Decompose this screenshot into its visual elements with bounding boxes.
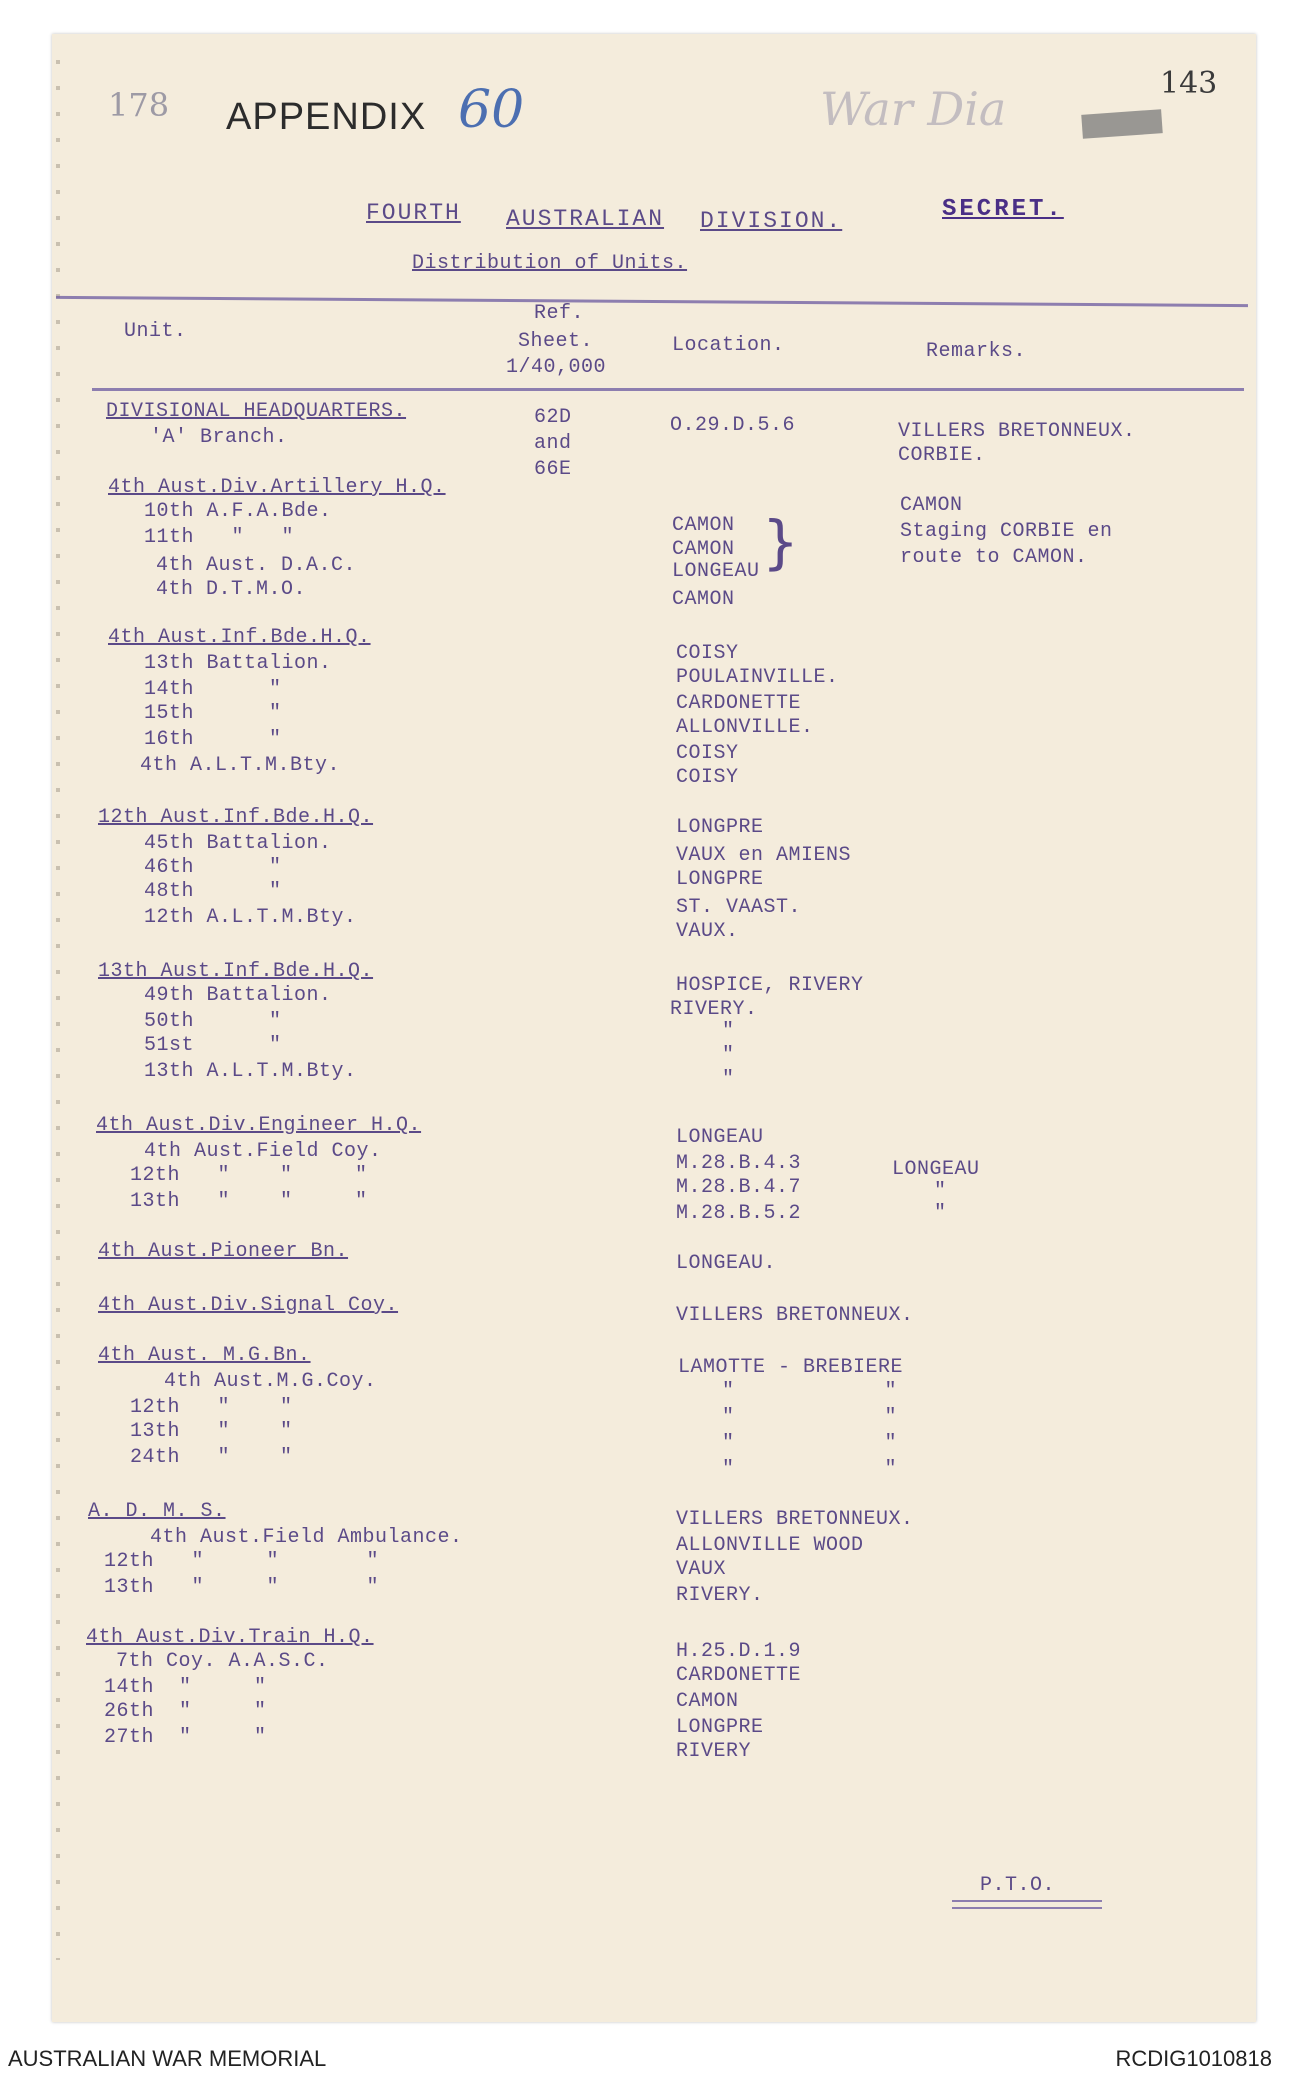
loc-fa-3: VAUX	[676, 1558, 727, 1581]
loc-eng-2: M.28.B.4.3	[676, 1152, 802, 1175]
b4-15: 15th "	[144, 702, 282, 725]
b12-48: 48th "	[144, 880, 282, 903]
loc-mg-2: " "	[722, 1380, 898, 1403]
b4-14: 14th "	[144, 678, 282, 701]
stamp-number: 178	[108, 86, 170, 124]
b12-45: 45th Battalion.	[144, 832, 332, 855]
art-10: 10th A.F.A.Bde.	[144, 500, 332, 523]
col-ref-3: 1/40,000	[506, 356, 607, 379]
loc-train-3: CAMON	[676, 1690, 739, 1713]
rem-eng-1: LONGEAU	[892, 1158, 980, 1181]
fa-13: 13th " " "	[104, 1576, 380, 1599]
rem-a-branch: CORBIE.	[898, 444, 986, 467]
train-14: 14th " "	[104, 1676, 267, 1699]
ref-62d: 62D	[534, 406, 572, 429]
train-26: 26th " "	[104, 1700, 267, 1723]
rem-art-2: Staging CORBIE en	[900, 520, 1113, 543]
loc-b4-1: COISY	[676, 642, 739, 665]
loc-mg-1: LAMOTTE - BREBIERE	[678, 1356, 904, 1379]
rem-art-3: route to CAMON.	[900, 546, 1088, 569]
col-unit: Unit.	[124, 320, 187, 343]
mg-4: 4th Aust.M.G.Coy.	[164, 1370, 377, 1393]
header-rule-bottom	[92, 388, 1244, 391]
loc-b13-3: "	[722, 1020, 735, 1043]
loc-b13-5: "	[722, 1068, 735, 1091]
mg-13: 13th " "	[130, 1420, 293, 1443]
loc-b12-2: VAUX en AMIENS	[676, 844, 852, 867]
train-27: 27th " "	[104, 1726, 267, 1749]
classification-stamp: SECRET.	[942, 196, 1064, 223]
b12-ltm: 12th A.L.T.M.Bty.	[144, 906, 357, 929]
loc-fa-2: ALLONVILLE WOOD	[676, 1534, 864, 1557]
fa-12: 12th " " "	[104, 1550, 380, 1573]
b12-46: 46th "	[144, 856, 282, 879]
loc-art-3: LONGEAU	[672, 560, 760, 583]
b4-16: 16th "	[144, 728, 282, 751]
pto-rule-1	[952, 1900, 1102, 1902]
loc-eng-4: M.28.B.5.2	[676, 1202, 802, 1225]
loc-b13-4: "	[722, 1044, 735, 1067]
loc-train-4: LONGPRE	[676, 1716, 764, 1739]
col-ref-1: Ref.	[534, 302, 585, 325]
loc-mg-3: " "	[722, 1406, 898, 1429]
loc-eng-3: M.28.B.4.7	[676, 1176, 802, 1199]
eng-12: 12th " " "	[130, 1164, 368, 1187]
subtitle: Distribution of Units.	[412, 252, 688, 275]
loc-b12-1: LONGPRE	[676, 816, 764, 839]
b4-hq: 4th Aust.Inf.Bde.H.Q.	[108, 626, 371, 649]
loc-b13-2: RIVERY.	[670, 998, 758, 1021]
train-7: 7th Coy. A.A.S.C.	[116, 1650, 329, 1673]
loc-b4-4: ALLONVILLE.	[676, 716, 814, 739]
rem-eng-3: "	[934, 1202, 947, 1225]
page-number: 143	[1160, 66, 1218, 101]
footer-source: AUSTRALIAN WAR MEMORIAL	[8, 2046, 327, 2071]
col-ref-2: Sheet.	[518, 330, 594, 353]
a-branch: 'A' Branch.	[150, 426, 288, 449]
handwritten-note: War Dia	[820, 82, 1007, 136]
loc-fa-4: RIVERY.	[676, 1584, 764, 1607]
loc-b4-5: COISY	[676, 742, 739, 765]
title-division: DIVISION.	[700, 208, 843, 234]
loc-div-hq: O.29.D.5.6	[670, 414, 796, 437]
b4-13: 13th Battalion.	[144, 652, 332, 675]
b4-ltm: 4th A.L.T.M.Bty.	[140, 754, 341, 777]
art-11: 11th " "	[144, 526, 295, 549]
b13-49: 49th Battalion.	[144, 984, 332, 1007]
brace: }	[762, 508, 799, 576]
title-australian: AUSTRALIAN	[506, 206, 665, 232]
fa-4: 4th Aust.Field Ambulance.	[150, 1526, 463, 1549]
loc-pioneer: LONGEAU.	[676, 1252, 777, 1275]
mg-24: 24th " "	[130, 1446, 293, 1469]
loc-fa-1: VILLERS BRETONNEUX.	[676, 1508, 914, 1531]
ref-and: and	[534, 432, 572, 455]
loc-mg-5: " "	[722, 1458, 898, 1481]
col-remarks: Remarks.	[926, 340, 1027, 363]
eng-4: 4th Aust.Field Coy.	[144, 1140, 382, 1163]
loc-b12-3: LONGPRE	[676, 868, 764, 891]
eng-13: 13th " " "	[130, 1190, 368, 1213]
loc-eng-1: LONGEAU	[676, 1126, 764, 1149]
mg-12: 12th " "	[130, 1396, 293, 1419]
loc-train-2: CARDONETTE	[676, 1664, 802, 1687]
train-hq: 4th Aust.Div.Train H.Q.	[86, 1626, 374, 1649]
ref-66e: 66E	[534, 458, 572, 481]
art-dac: 4th Aust. D.A.C.	[156, 554, 357, 577]
adms: A. D. M. S.	[88, 1500, 226, 1523]
b12-hq: 12th Aust.Inf.Bde.H.Q.	[98, 806, 374, 829]
footer-id: RCDIG1010818	[1115, 2046, 1272, 2071]
loc-b4-6: COISY	[676, 766, 739, 789]
pioneer: 4th Aust.Pioneer Bn.	[98, 1240, 349, 1263]
loc-mg-4: " "	[722, 1432, 898, 1455]
rem-eng-2: "	[934, 1180, 947, 1203]
loc-b13-1: HOSPICE, RIVERY	[676, 974, 864, 997]
b13-ltm: 13th A.L.T.M.Bty.	[144, 1060, 357, 1083]
b13-51: 51st "	[144, 1034, 282, 1057]
appendix-label: APPENDIX	[226, 96, 427, 138]
perforated-edge	[56, 60, 60, 1960]
loc-art-1: CAMON	[672, 514, 735, 537]
art-hq: 4th Aust.Div.Artillery H.Q.	[108, 476, 446, 499]
loc-train-5: RIVERY	[676, 1740, 752, 1763]
div-hq: DIVISIONAL HEADQUARTERS.	[106, 400, 407, 423]
mg-bn: 4th Aust. M.G.Bn.	[98, 1344, 311, 1367]
rem-div-hq: VILLERS BRETONNEUX.	[898, 420, 1136, 443]
rem-art-1: CAMON	[900, 494, 963, 517]
loc-train-1: H.25.D.1.9	[676, 1640, 802, 1663]
loc-art-4: CAMON	[672, 588, 735, 611]
b13-50: 50th "	[144, 1010, 282, 1033]
appendix-number: 60	[458, 80, 525, 140]
loc-art-2: CAMON	[672, 538, 735, 561]
col-location: Location.	[672, 334, 785, 357]
loc-b12-5: VAUX.	[676, 920, 739, 943]
loc-b4-2: POULAINVILLE.	[676, 666, 839, 689]
signal: 4th Aust.Div.Signal Coy.	[98, 1294, 399, 1317]
loc-signal: VILLERS BRETONNEUX.	[676, 1304, 914, 1327]
eng-hq: 4th Aust.Div.Engineer H.Q.	[96, 1114, 422, 1137]
loc-b12-4: ST. VAAST.	[676, 896, 802, 919]
loc-b4-3: CARDONETTE	[676, 692, 802, 715]
pto-rule-2	[952, 1907, 1102, 1909]
title-fourth: FOURTH	[366, 200, 461, 226]
pto: P.T.O.	[980, 1874, 1056, 1897]
art-dtmo: 4th D.T.M.O.	[156, 578, 307, 601]
b13-hq: 13th Aust.Inf.Bde.H.Q.	[98, 960, 374, 983]
